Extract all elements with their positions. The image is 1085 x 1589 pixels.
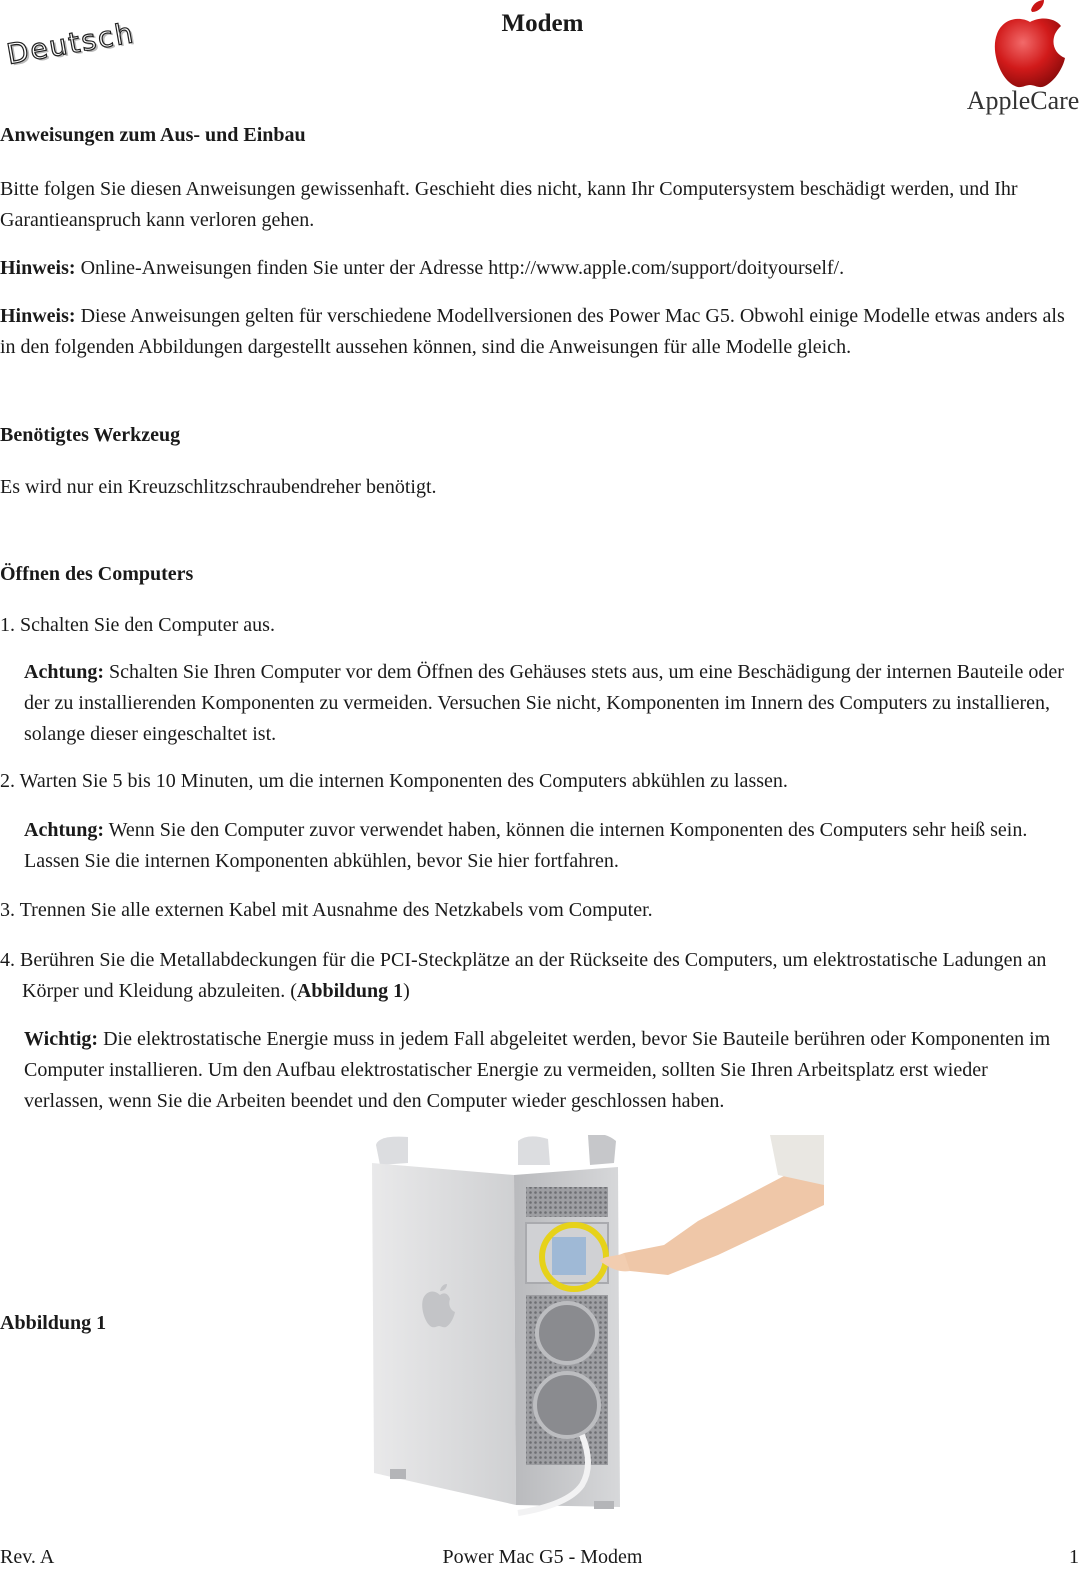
note-label: Hinweis: [0, 305, 76, 327]
opening-heading: Öffnen des Computers [0, 563, 194, 585]
figure-reference: Abbildung 1 [296, 980, 404, 1002]
note-models [0, 301, 1080, 363]
important-note [24, 1024, 1064, 1117]
caution-label: Achtung: [24, 819, 105, 841]
important-label: Wichtig: [24, 1028, 99, 1050]
step-4 [0, 945, 1080, 1007]
intro-heading: Anweisungen zum Aus- und Einbau [0, 124, 306, 146]
step-1: 1. Schalten Sie den Computer aus. [0, 614, 275, 636]
page-title: Modem [501, 10, 584, 37]
step-3: 3. Trennen Sie alle externen Kabel mit Ausnahme des Netzkabels vom Computer. [0, 899, 653, 921]
language-label: Deutsch [4, 16, 138, 71]
caution-1 [24, 657, 1064, 750]
caution-text: Schalten Sie Ihren Computer vor dem Öffnen des Gehäuses stets aus, um eine Beschädigung der internen Bauteile oder der zu installierenden Komponenten zu vermeiden. Versuchen Sie nicht, Komponenten im Innern des Computers zu installieren, solange dieser eingeschaltet ist. [24, 661, 1064, 745]
applecare-logo [966, 0, 1085, 120]
footer-title: Power Mac G5 - Modem [442, 1546, 643, 1568]
figure-caption: Abbildung 1 [0, 1312, 107, 1334]
step-4-text: 4. Berühren Sie die Metallabdeckungen für die PCI-Steckplätze an der Rückseite des Computers, um elektrostatische Ladungen an Körper und Kleidung abzuleiten. ( [0, 949, 1047, 1002]
note-online [0, 253, 1080, 284]
step-2: 2. Warten Sie 5 bis 10 Minuten, um die internen Komponenten des Computers abkühlen zu lassen. [0, 770, 788, 792]
note-text: Online-Anweisungen finden Sie unter der Adresse http://www.apple.com/support/doityourself/. [75, 257, 845, 279]
caution-2 [24, 815, 1064, 877]
note-label: Hinweis: [0, 257, 76, 279]
applecare-text: AppleCare [966, 86, 1080, 115]
apple-logo-icon [975, 0, 1085, 95]
step-4-end: ) [403, 980, 410, 1002]
tools-text: Es wird nur ein Kreuzschlitzschraubendreher benötigt. [0, 476, 437, 498]
footer-page-number: 1 [1069, 1546, 1079, 1568]
important-text: Die elektrostatische Energie muss in jedem Fall abgeleitet werden, bevor Sie Bauteile berühren oder Komponenten im Computer installieren. Um den Aufbau elektrostatischer Energie zu vermeiden, sollten Sie Ihren Arbeitsplatz erst wieder verlassen, wenn Sie die Arbeiten beendet und den Computer wieder geschlossen haben. [24, 1028, 1051, 1112]
footer-revision: Rev. A [0, 1546, 55, 1568]
note-text: Diese Anweisungen gelten für verschiedene Modellversionen des Power Mac G5. Obwohl einige Modelle etwas anders als in den folgenden Abbildungen dargestellt aussehen können, sind die Anweisungen für alle Modelle gleich. [0, 305, 1065, 358]
figure-power-mac-g5 [368, 1135, 824, 1520]
caution-label: Achtung: [24, 661, 105, 683]
caution-text: Wenn Sie den Computer zuvor verwendet haben, können die internen Komponenten des Computers sehr heiß sein. Lassen Sie die internen Komponenten abkühlen, bevor Sie hier fortfahren. [24, 819, 1028, 872]
tools-heading: Benötigtes Werkzeug [0, 424, 181, 446]
intro-text: Bitte folgen Sie diesen Anweisungen gewissenhaft. Geschieht dies nicht, kann Ihr Computersystem beschädigt werden, und Ihr Garantieanspruch kann verloren gehen. [0, 178, 1018, 231]
